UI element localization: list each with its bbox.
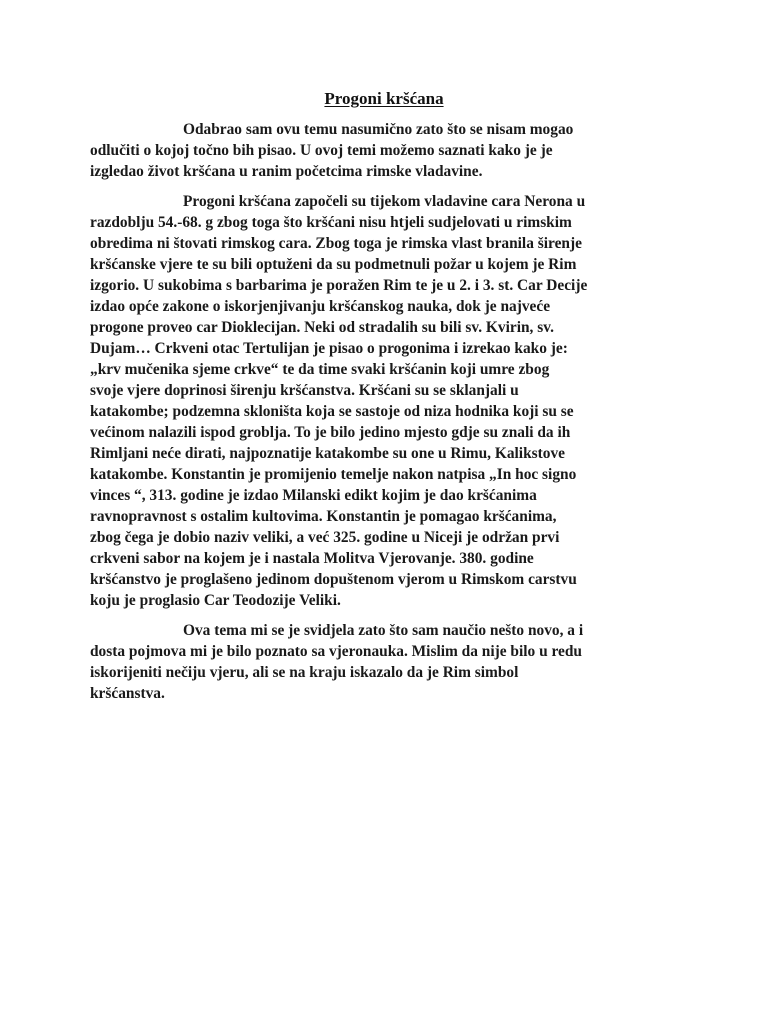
paragraph-main (90, 191, 690, 611)
text-line: većinom nalazili ispod groblja. To je bilo jedino mjesto gdje su znali da ih (90, 424, 571, 441)
text-line: izgledao život kršćana u ranim početcima rimske vladavine. (90, 163, 483, 180)
text-line: ravnopravnost s ostalim kultovima. Konstantin je pomagao kršćanima, (90, 508, 557, 525)
page-title-text: Progoni kršćana (324, 89, 444, 108)
text-line: odlučiti o kojoj točno bih pisao. U ovoj temi možemo saznati kako je je (90, 142, 553, 159)
text-line: progone proveo car Dioklecijan. Neki od stradalih su bili sv. Kvirin, sv. (90, 319, 554, 336)
paragraph-intro (90, 119, 690, 182)
text-line: katakombe. Konstantin je promijenio temelje nakon natpisa „In hoc signo (90, 466, 577, 483)
text-line: kršćanske vjere te su bili optuženi da su podmetnuli požar u kojem je Rim (90, 256, 577, 273)
text-line: izdao opće zakone o iskorjenjivanju kršćanskog nauka, dok je najveće (90, 298, 551, 315)
document-body (90, 119, 690, 713)
text-line: Ova tema mi se je svidjela zato što sam naučio nešto novo, a i (183, 622, 584, 639)
text-line: zbog čega je dobio naziv veliki, a već 325. godine u Niceji je održan prvi (90, 529, 560, 546)
text-line: obredima ni štovati rimskog cara. Zbog toga je rimska vlast branila širenje (90, 235, 582, 252)
paragraph-conclusion (90, 620, 690, 704)
text-line: kršćanstvo je proglašeno jedinom dopuštenom vjerom u Rimskom carstvu (90, 571, 577, 588)
text-line: iskorijeniti nečiju vjeru, ali se na kraju iskazalo da je Rim simbol (90, 664, 519, 681)
text-line: kršćanstva. (90, 685, 165, 702)
text-line: Rimljani neće dirati, najpoznatije katakombe su one u Rimu, Kalikstove (90, 445, 565, 462)
text-line: svoje vjere doprinosi širenju kršćanstva. Kršćani su se sklanjali u (90, 382, 519, 399)
text-line: razdoblju 54.-68. g zbog toga što kršćani nisu htjeli sudjelovati u rimskim (90, 214, 572, 231)
page-title (0, 88, 768, 109)
text-line: koju je proglasio Car Teodozije Veliki. (90, 592, 341, 609)
text-line: izgorio. U sukobima s barbarima je poražen Rim te je u 2. i 3. st. Car Decije (90, 277, 588, 294)
text-line: vinces “, 313. godine je izdao Milanski edikt kojim je dao kršćanima (90, 487, 537, 504)
text-line: katakombe; podzemna skloništa koja se sastoje od niza hodnika koji su se (90, 403, 574, 420)
text-line: Odabrao sam ovu temu nasumično zato što se nisam mogao (183, 121, 574, 138)
text-line: Dujam… Crkveni otac Tertulijan je pisao o progonima i izrekao kako je: (90, 340, 568, 357)
text-line: crkveni sabor na kojem je i nastala Molitva Vjerovanje. 380. godine (90, 550, 534, 567)
text-line: dosta pojmova mi je bilo poznato sa vjeronauka. Mislim da nije bilo u redu (90, 643, 582, 660)
text-line: Progoni kršćana započeli su tijekom vladavine cara Nerona u (183, 193, 586, 210)
text-line: „krv mučenika sjeme crkve“ te da time svaki kršćanin koji umre zbog (90, 361, 550, 378)
